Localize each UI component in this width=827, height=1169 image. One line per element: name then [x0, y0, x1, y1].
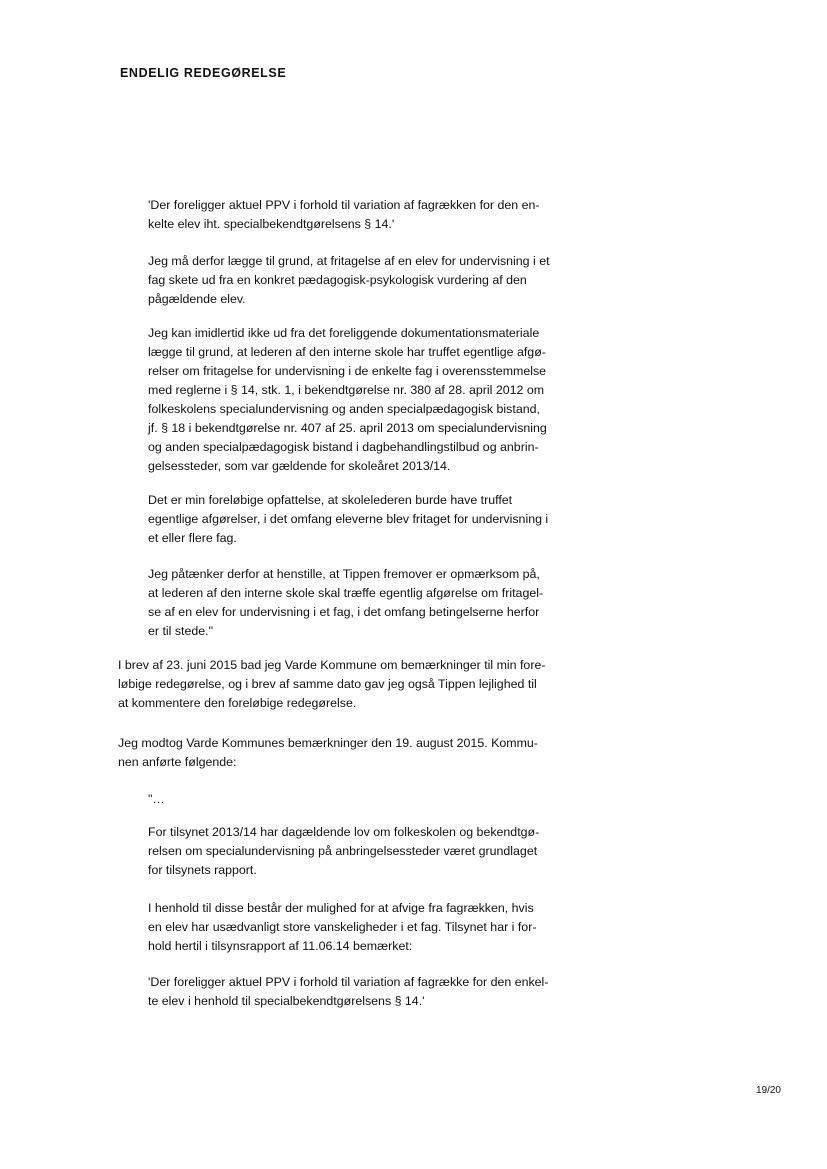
quote-paragraph: [148, 565, 543, 641]
text-line: I brev af 23. juni 2015 bad jeg Varde Kommune om bemærkninger til min fore-: [118, 658, 546, 672]
text-line: og anden specialpædagogisk bistand i dagbehandlingstilbud og anbrin-: [148, 440, 539, 454]
text-line: Jeg påtænker derfor at henstille, at Tippen fremover er opmærksom på,: [148, 567, 540, 581]
text-line: jf. § 18 i bekendtgørelse nr. 407 af 25. april 2013 om specialundervisning: [148, 421, 547, 435]
text-line: For tilsynet 2013/14 har dagældende lov om folkeskolen og bekendtgø-: [148, 825, 540, 839]
text-line: hold hertil i tilsynsrapport af 11.06.14 bemærket:: [148, 939, 413, 953]
body-paragraph: [118, 734, 538, 772]
text-line: for tilsynets rapport.: [148, 863, 257, 877]
text-line: Jeg modtog Varde Kommunes bemærkninger den 19. august 2015. Kommu-: [118, 736, 538, 750]
text-line: 'Der foreligger aktuel PPV i forhold til variation af fagrækken for den en-: [148, 198, 540, 212]
text-line: relser om fritagelse for undervisning i de enkelte fag i overensstemmelse: [148, 364, 547, 378]
text-line: Jeg kan imidlertid ikke ud fra det foreliggende dokumentationsmateriale: [148, 326, 540, 340]
quote-paragraph: [148, 790, 165, 809]
text-line: fag skete ud fra en konkret pædagogisk-psykologisk vurdering af den: [148, 273, 527, 287]
text-line: lægge til grund, at lederen af den interne skole har truffet egentlige afgø-: [148, 345, 546, 359]
text-line: egentlige afgørelser, i det omfang eleverne blev fritaget for undervisning i: [148, 512, 549, 526]
text-line: 'Der foreligger aktuel PPV i forhold til variation af fagrække for den enkel-: [148, 975, 549, 989]
quote-paragraph: [148, 324, 547, 476]
text-line: Jeg må derfor lægge til grund, at fritagelse af en elev for undervisning i et: [148, 254, 550, 268]
text-line: te elev i henhold til specialbekendtgørelsens § 14.': [148, 994, 425, 1008]
quote-paragraph: [148, 899, 536, 956]
text-line: med reglerne i § 14, stk. 1, i bekendtgørelse nr. 380 af 28. april 2012 om: [148, 383, 545, 397]
text-line: se af en elev for undervisning i et fag, i det omfang betingelserne herfor: [148, 605, 540, 619]
document-header: ENDELIG REDEGØRELSE: [120, 66, 287, 80]
text-line: folkeskolens specialundervisning og anden specialpædagogisk bistand,: [148, 402, 540, 416]
quote-paragraph: [148, 491, 548, 548]
text-line: at lederen af den interne skole skal træffe egentlig afgørelse om fritagel-: [148, 586, 544, 600]
page-number: 19/20: [755, 1085, 781, 1096]
text-line: gelsessteder, som var gældende for skoleåret 2013/14.: [148, 459, 451, 473]
text-line: pågældende elev.: [148, 292, 246, 306]
text-line: relsen om specialundervisning på anbringelsessteder været grundlaget: [148, 844, 538, 858]
text-line: Det er min foreløbige opfattelse, at skolelederen burde have truffet: [148, 493, 513, 507]
text-line: "…: [148, 792, 165, 806]
text-line: et eller flere fag.: [148, 531, 237, 545]
text-line: løbige redegørelse, og i brev af samme dato gav jeg også Tippen lejlighed til: [118, 677, 537, 691]
text-line: nen anførte følgende:: [118, 755, 237, 769]
text-line: en elev har usædvanligt store vanskeligheder i et fag. Tilsynet har i for-: [148, 920, 537, 934]
quote-paragraph: [148, 196, 540, 234]
text-line: kelte elev iht. specialbekendtgørelsens § 14.': [148, 217, 395, 231]
text-line: I henhold til disse består der mulighed for at afvige fra fagrækken, hvis: [148, 901, 534, 915]
body-paragraph: [118, 656, 545, 713]
quote-paragraph: [148, 973, 548, 1011]
quote-paragraph: [148, 252, 550, 309]
text-line: at kommentere den foreløbige redegørelse.: [118, 696, 357, 710]
quote-paragraph: [148, 823, 539, 880]
text-line: er til stede.": [148, 624, 214, 638]
